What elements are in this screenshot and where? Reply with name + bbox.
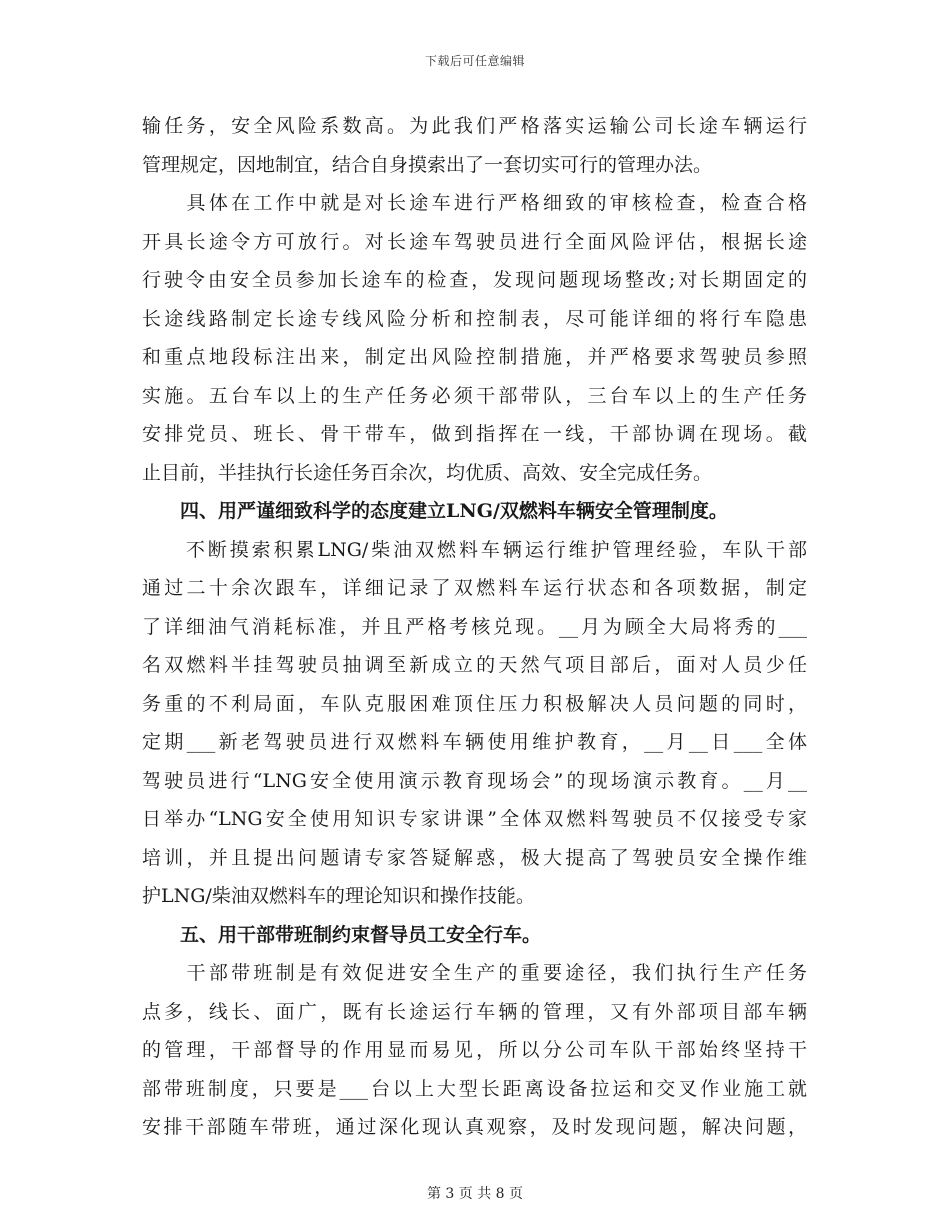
paragraph-4: [142, 954, 807, 1147]
text-line: 通过二十余次跟车，详细记录了双燃料车运行状态和各项数据，制定: [142, 577, 807, 599]
text-line: 部带班制度，只要是___台以上大型长距离设备拉运和交叉作业施工就: [142, 1077, 807, 1100]
text-line: 管理规定，因地制宜，结合自身摸索出了一套切实可行的管理办法。: [142, 153, 713, 176]
text-line: 实施。五台车以上的生产任务必须干部带队，三台车以上的生产任务: [142, 384, 807, 407]
text-line: 干部带班制是有效促进安全生产的重要途径，我们执行生产任务: [142, 962, 807, 984]
page-header: 下载后可任意编辑: [424, 54, 525, 68]
section-heading: 四、用严谨细致科学的态度建立LNG/双燃料车辆安全管理制度。: [142, 500, 728, 522]
text-line: 输任务，安全风险系数高。为此我们严格落实运输公司长途车辆运行: [142, 115, 807, 137]
text-line: 务重的不利局面，车队克服困难顶住压力积极解决人员问题的同时，: [142, 692, 807, 715]
text-line: 开具长途令方可放行。对长途车驾驶员进行全面风险评估，根据长途: [142, 230, 807, 253]
page-number: 第 3 页 共 8 页: [426, 1186, 524, 1202]
text-line: 了详细油气消耗标准，并且严格考核兑现。__月为顾全大局将秀的___: [142, 615, 807, 638]
text-line: 具体在工作中就是对长途车进行严格细致的审核检查，检查合格: [142, 192, 807, 214]
text-line: 和重点地段标注出来，制定出风险控制措施，并严格要求驾驶员参照: [142, 346, 807, 368]
text-line: 培训，并且提出问题请专家答疑解惑，极大提高了驾驶员安全操作维: [142, 846, 807, 869]
text-line: 行驶令由安全员参加长途车的检查，发现问题现场整改;对长期固定的: [142, 269, 807, 291]
text-line: 日举办“LNG安全使用知识专家讲课”全体双燃料驾驶员不仅接受专家: [142, 808, 807, 830]
text-line: 长途线路制定长途专线风险分析和控制表，尽可能详细的将行车隐患: [142, 307, 807, 330]
text-line: 定期___新老驾驶员进行双燃料车辆使用维护教育，__月__日___全体: [142, 731, 807, 753]
paragraph-3: [142, 531, 807, 916]
text-line: 止目前，半挂执行长途任务百余次，均优质、高效、安全完成任务。: [142, 461, 713, 484]
paragraph-1: [142, 107, 807, 184]
text-line: 驾驶员进行“LNG安全使用演示教育现场会”的现场演示教育。__月__: [142, 769, 807, 792]
text-line: 安排干部随车带班，通过深化现认真观察，及时发现问题，解决问题，: [142, 1116, 807, 1138]
section-heading-5: [142, 916, 807, 955]
text-line: 不断摸索积累LNG/柴油双燃料车辆运行维护管理经验，车队干部: [142, 538, 807, 561]
section-heading-4: [142, 492, 807, 531]
section-heading: 五、用干部带班制约束督导员工安全行车。: [142, 923, 542, 946]
paragraph-2: [142, 184, 807, 492]
text-line: 安排党员、班长、骨干带车，做到指挥在一线，干部协调在现场。截: [142, 423, 807, 445]
document-body: [142, 107, 807, 1147]
text-line: 点多，线长、面广，既有长途运行车辆的管理，又有外部项目部车辆: [142, 1000, 807, 1023]
text-line: 名双燃料半挂驾驶员抽调至新成立的天然气项目部后，面对人员少任: [142, 654, 807, 676]
text-line: 护LNG/柴油双燃料车的理论知识和操作技能。: [142, 885, 535, 907]
text-line: 的管理，干部督导的作用显而易见，所以分公司车队干部始终坚持干: [142, 1039, 807, 1061]
